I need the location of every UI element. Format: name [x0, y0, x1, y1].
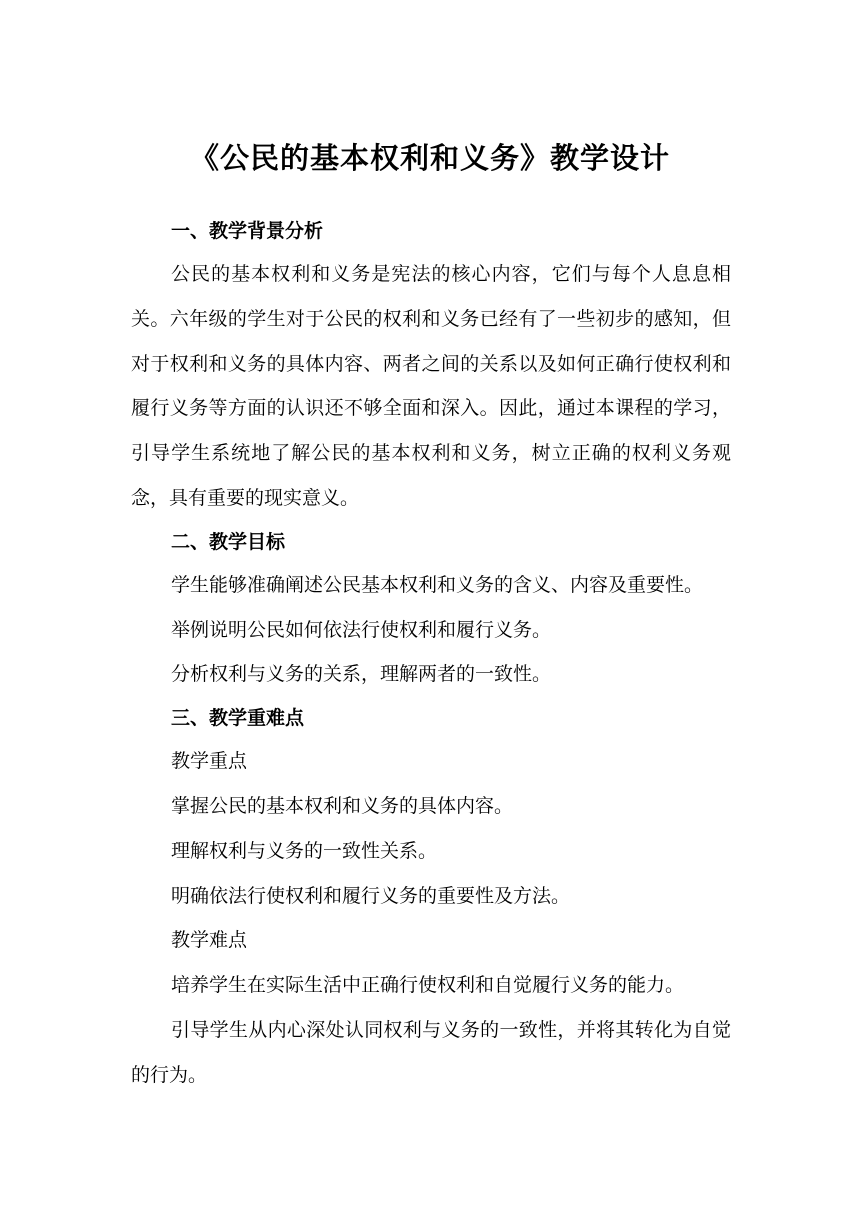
difficult-point-item: 培养学生在实际生活中正确行使权利和自觉履行义务的能力。 — [171, 974, 685, 997]
objective-item: 分析权利与义务的关系，理解两者的一致性。 — [171, 663, 552, 686]
document-title: 《公民的基本权利和义务》教学设计 — [189, 141, 670, 175]
document-body — [131, 210, 731, 1098]
section-heading-objectives: 二、教学目标 — [171, 530, 286, 553]
section-heading-background: 一、教学背景分析 — [171, 220, 324, 242]
difficult-point-item: 引导学生从内心深处认同权利与义务的一致性，并将其转化为自觉的行为。 — [131, 1018, 731, 1086]
key-point-item: 理解权利与义务的一致性关系。 — [171, 839, 438, 862]
background-paragraph: 公民的基本权利和义务是宪法的核心内容，它们与每个人息息相关。六年级的学生对于公民的权利和义务已经有了一些初步的感知，但对于权利和义务的具体内容、两者之间的关系以及如何正确行使权利和履行义务等方面的认识还不够全面和深入。因此，通过本课程的学习，引导学生系统地了解公民的基本权利和义务，树立正确的权利义务观念，具有重要的现实意义。 — [131, 263, 731, 509]
difficult-points-label: 教学难点 — [171, 929, 248, 952]
objective-item: 举例说明公民如何依法行使权利和履行义务。 — [171, 618, 552, 641]
section-heading-key-difficult-points: 三、教学重难点 — [171, 707, 305, 730]
key-point-item: 掌握公民的基本权利和义务的具体内容。 — [171, 794, 514, 817]
key-point-item: 明确依法行使权利和履行义务的重要性及方法。 — [171, 884, 571, 907]
key-points-label: 教学重点 — [171, 750, 248, 773]
objective-item: 学生能够准确阐述公民基本权利和义务的含义、内容及重要性。 — [171, 573, 704, 596]
